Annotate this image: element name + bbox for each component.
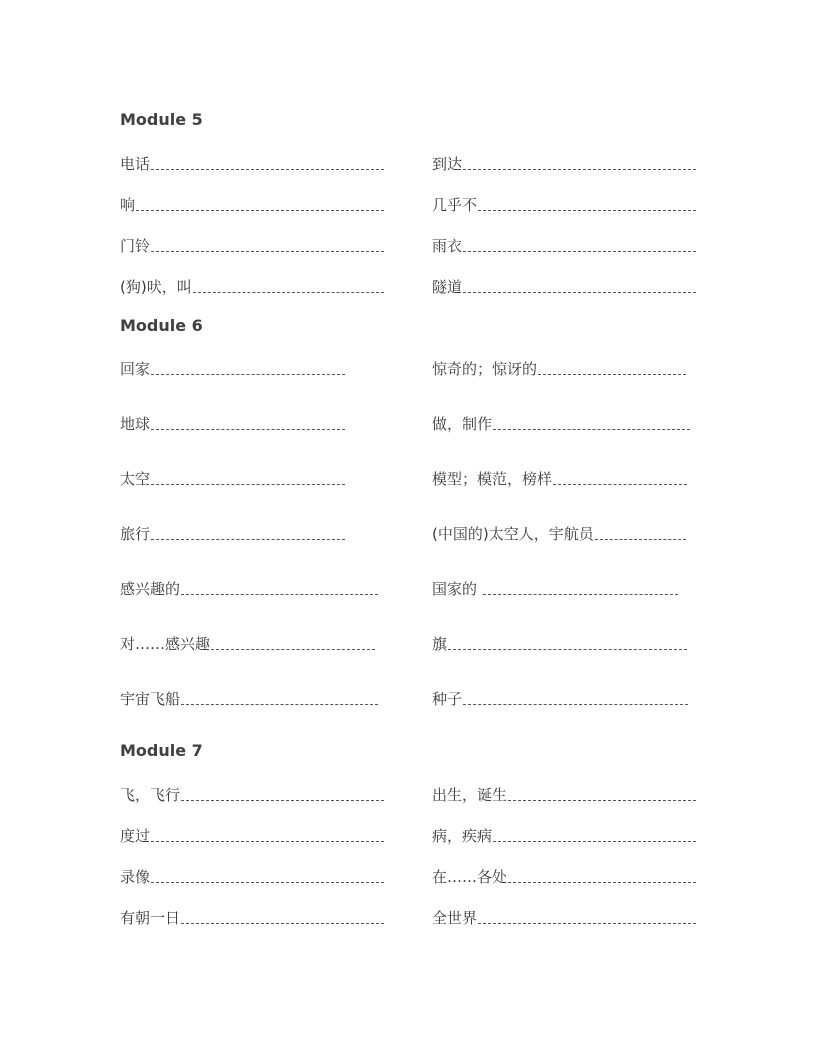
answer-blank[interactable] <box>181 704 378 705</box>
vocab-item <box>120 577 378 599</box>
vocab-item <box>432 193 696 215</box>
vocab-prompt: 电话 <box>120 155 151 173</box>
answer-blank[interactable] <box>538 374 686 375</box>
answer-blank[interactable] <box>181 594 378 595</box>
answer-blank[interactable] <box>595 539 686 540</box>
answer-blank[interactable] <box>463 169 696 170</box>
answer-blank[interactable] <box>493 841 696 842</box>
vocab-prompt: 度过 <box>120 827 151 845</box>
vocab-prompt: 全世界 <box>432 909 478 927</box>
vocab-prompt: 到达 <box>432 155 463 173</box>
vocab-prompt: 种子 <box>432 690 463 708</box>
answer-blank[interactable] <box>151 484 345 485</box>
answer-blank[interactable] <box>478 923 696 924</box>
vocab-prompt: 门铃 <box>120 237 151 255</box>
vocab-item <box>120 152 384 174</box>
answer-blank[interactable] <box>463 704 688 705</box>
vocab-item <box>120 357 345 379</box>
vocab-prompt: 惊奇的；惊讶的 <box>432 360 538 378</box>
answer-blank[interactable] <box>181 923 384 924</box>
answer-blank[interactable] <box>181 800 384 801</box>
vocab-item <box>120 632 375 654</box>
vocab-item <box>432 522 686 544</box>
vocab-item <box>432 152 696 174</box>
vocab-prompt: 感兴趣的 <box>120 580 181 598</box>
answer-blank[interactable] <box>136 210 384 211</box>
module-heading: Module 6 <box>120 316 203 335</box>
answer-blank[interactable] <box>553 484 687 485</box>
vocab-item <box>432 577 678 599</box>
vocab-item <box>432 234 696 256</box>
answer-blank[interactable] <box>151 374 345 375</box>
vocab-prompt: 回家 <box>120 360 151 378</box>
vocab-item <box>432 824 696 846</box>
vocab-item <box>432 783 696 805</box>
vocab-item <box>120 783 384 805</box>
answer-blank[interactable] <box>478 210 696 211</box>
vocab-prompt: 宇宙飞船 <box>120 690 181 708</box>
vocab-item <box>120 906 384 928</box>
answer-blank[interactable] <box>463 292 696 293</box>
vocab-prompt: 模型；模范，榜样 <box>432 470 553 488</box>
answer-blank[interactable] <box>448 649 687 650</box>
vocab-item <box>120 275 384 297</box>
vocab-item <box>120 824 384 846</box>
answer-blank[interactable] <box>211 649 375 650</box>
vocab-item <box>120 687 378 709</box>
vocab-item <box>432 467 687 489</box>
vocab-prompt: 旗 <box>432 635 448 653</box>
answer-blank[interactable] <box>151 882 384 883</box>
vocab-prompt: 飞，飞行 <box>120 786 181 804</box>
vocab-prompt: 录像 <box>120 868 151 886</box>
vocab-item <box>432 687 688 709</box>
vocab-prompt: 响 <box>120 196 136 214</box>
answer-blank[interactable] <box>483 594 678 595</box>
vocab-prompt: 雨衣 <box>432 237 463 255</box>
module-heading: Module 7 <box>120 741 203 760</box>
vocab-item <box>432 632 687 654</box>
vocab-item <box>120 865 384 887</box>
vocab-prompt: 国家的 <box>432 580 482 598</box>
vocab-prompt: 地球 <box>120 415 151 433</box>
vocab-item <box>120 193 384 215</box>
vocab-item <box>432 412 690 434</box>
answer-blank[interactable] <box>508 800 696 801</box>
answer-blank[interactable] <box>151 841 384 842</box>
vocab-prompt: 出生，诞生 <box>432 786 508 804</box>
answer-blank[interactable] <box>193 292 384 293</box>
vocab-prompt: (狗)吠，叫 <box>120 278 192 296</box>
vocab-item <box>432 357 686 379</box>
vocab-prompt: 做，制作 <box>432 415 493 433</box>
vocab-prompt: (中国的)太空人，宇航员 <box>432 525 594 543</box>
vocab-prompt: 病，疾病 <box>432 827 493 845</box>
vocab-item <box>432 275 696 297</box>
vocab-prompt: 隧道 <box>432 278 463 296</box>
vocab-item <box>120 234 384 256</box>
vocab-item <box>120 522 345 544</box>
answer-blank[interactable] <box>493 429 690 430</box>
vocab-item <box>120 467 345 489</box>
answer-blank[interactable] <box>463 251 696 252</box>
vocab-item <box>120 412 345 434</box>
module-heading: Module 5 <box>120 110 203 129</box>
answer-blank[interactable] <box>151 169 384 170</box>
vocab-prompt: 有朝一日 <box>120 909 181 927</box>
vocab-prompt: 对……感兴趣 <box>120 635 211 653</box>
answer-blank[interactable] <box>151 251 384 252</box>
vocab-prompt: 在……各处 <box>432 868 508 886</box>
answer-blank[interactable] <box>508 882 696 883</box>
vocab-prompt: 太空 <box>120 470 151 488</box>
vocab-prompt: 旅行 <box>120 525 151 543</box>
answer-blank[interactable] <box>151 429 345 430</box>
vocab-item <box>432 865 696 887</box>
vocab-prompt: 几乎不 <box>432 196 478 214</box>
vocab-item <box>432 906 696 928</box>
answer-blank[interactable] <box>151 539 345 540</box>
